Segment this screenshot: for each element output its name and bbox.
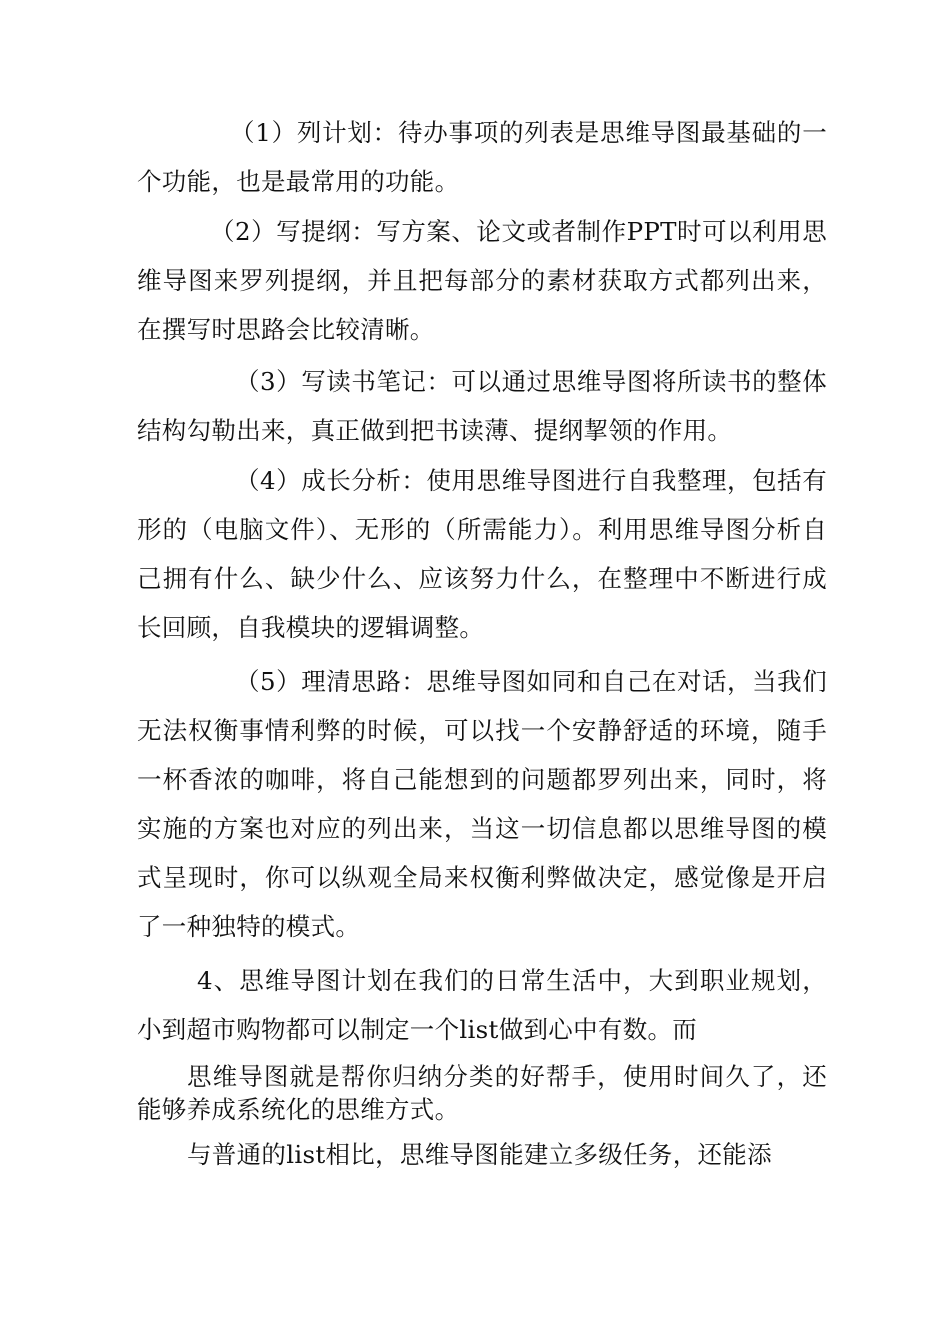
paragraph-plan: （1）列计划：待办事项的列表是思维导图最基础的一个功能，也是最常用的功能。 [137, 118, 827, 196]
paragraph-clear-thinking: （5）理清思路：思维导图如同和自己在对话，当我们无法权衡事情利弊的时候，可以找一个安静舒适的环境，随手一杯香浓的咖啡，将自己能想到的问题都罗列出来，同时，将实施的方案也对应的列出来，当这一切信息都以思维导图的模式呈现时，你可以纵观全局来权衡利弊做决定，感觉像是开启了一种独特的模式。 [137, 667, 827, 941]
paragraph-growth-analysis: （4）成长分析：使用思维导图进行自我整理，包括有形的（电脑文件）、无形的（所需能力）。利用思维导图分析自己拥有什么、缺少什么、应该努力什么，在整理中不断进行成长回顾，自我模块的逻辑调整。 [137, 466, 827, 642]
paragraph-reading-notes: （3）写读书笔记：可以通过思维导图将所读书的整体结构勾勒出来，真正做到把书读薄、提纲挈领的作用。 [137, 367, 827, 445]
paragraph-classification-helper: 思维导图就是帮你归纳分类的好帮手，使用时间久了，还能够养成系统化的思维方式。 [137, 1062, 827, 1124]
paragraph-outline: （2）写提纲：写方案、论文或者制作PPT时可以利用思维导图来罗列提纲，并且把每部分的素材获取方式都列出来，在撰写时思路会比较清晰。 [137, 217, 827, 344]
paragraph-daily-planning: 4、思维导图计划在我们的日常生活中，大到职业规划，小到超市购物都可以制定一个list做到心中有数。而 [137, 966, 827, 1044]
paragraph-multilevel-tasks: 与普通的list相比，思维导图能建立多级任务，还能添 [187, 1140, 772, 1169]
